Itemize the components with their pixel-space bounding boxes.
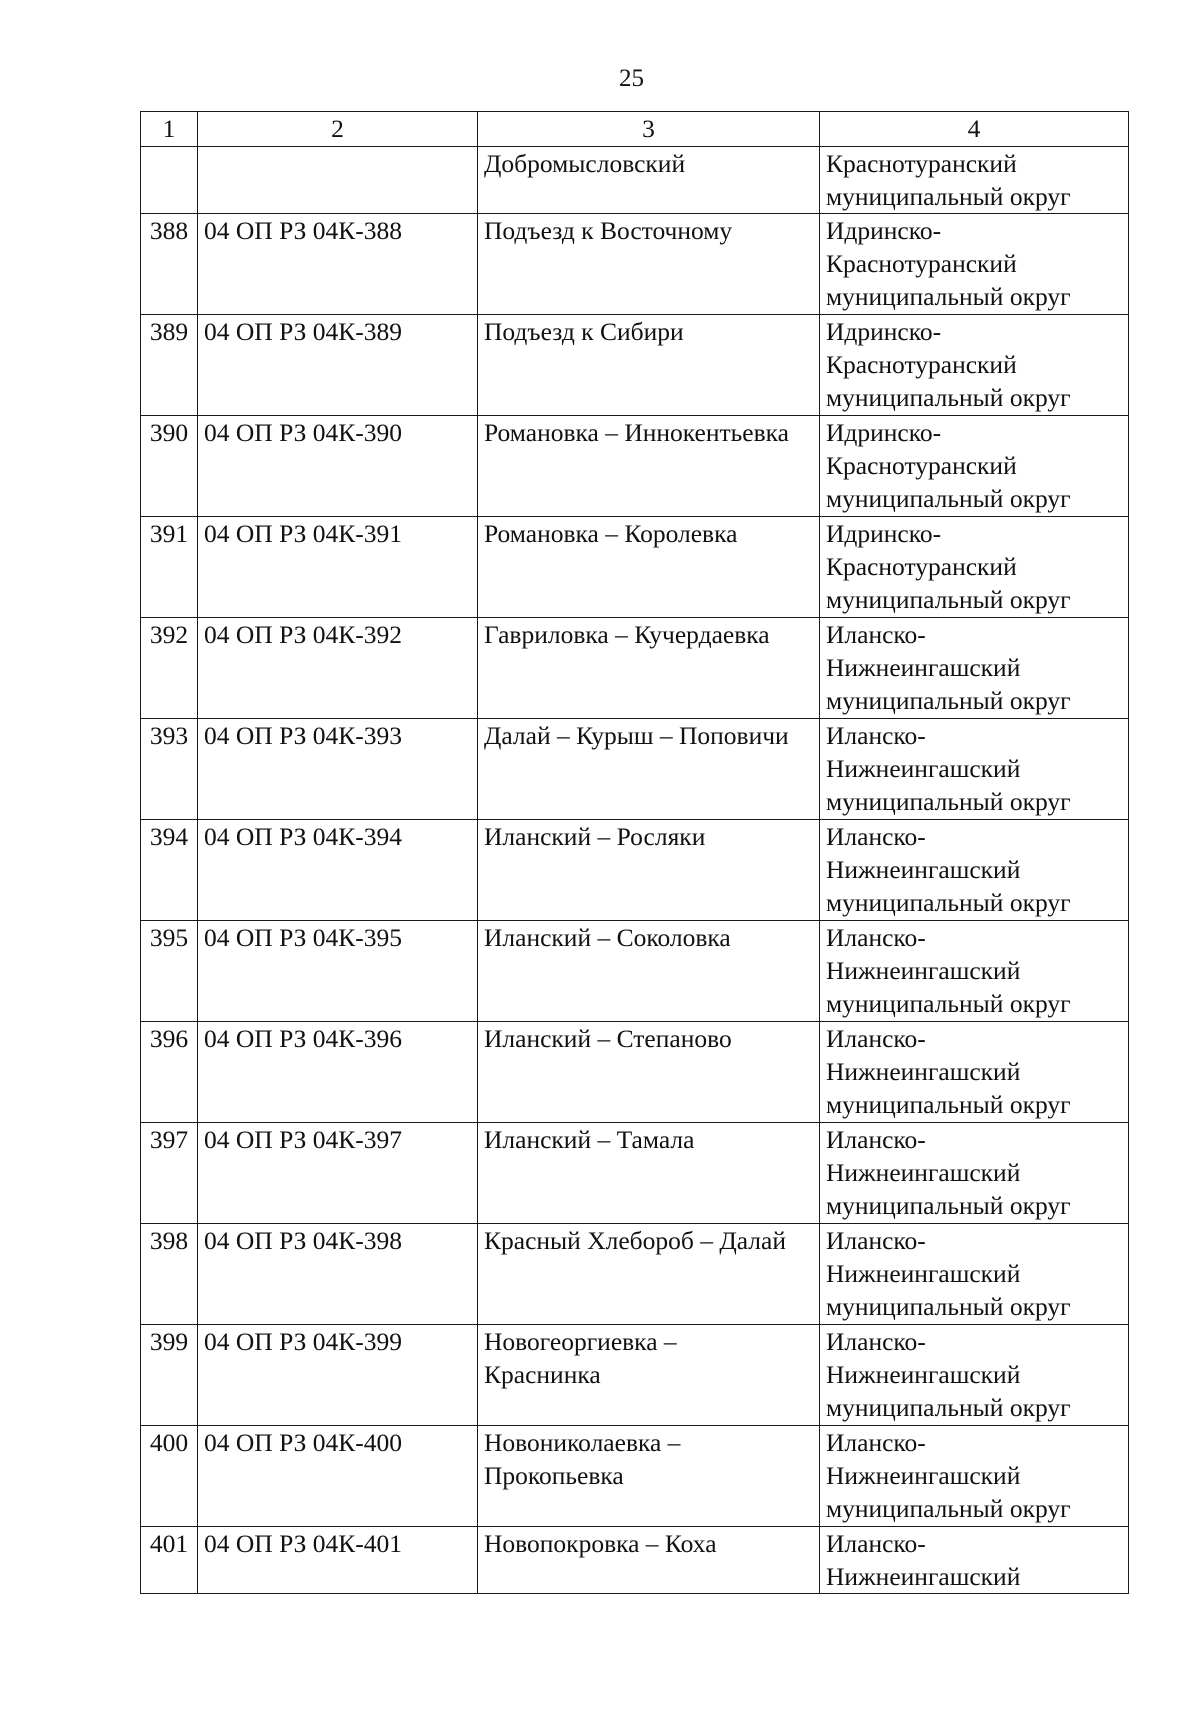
header-cell-2: 2 — [198, 112, 478, 147]
district-cell — [820, 1527, 1129, 1594]
district-line: Нижнеингашский — [826, 1562, 1021, 1591]
district-line: муниципальный округ — [826, 1393, 1071, 1422]
page-number: 25 — [619, 65, 644, 92]
district-line: Краснотуранский — [826, 552, 1017, 581]
table-row — [141, 1123, 1129, 1224]
district-line: Нижнеингашский — [826, 653, 1021, 682]
district-line: Нижнеингашский — [826, 956, 1021, 985]
district-cell — [820, 1022, 1129, 1123]
code-cell: 04 ОП РЗ 04К-400 — [198, 1426, 478, 1527]
district-cell — [820, 618, 1129, 719]
name-cell — [478, 416, 820, 517]
name-cell — [478, 820, 820, 921]
name-cell — [478, 147, 820, 214]
code-cell: 04 ОП РЗ 04К-398 — [198, 1224, 478, 1325]
number-cell: 388 — [141, 214, 198, 315]
name-line: Иланский – Степаново — [484, 1024, 732, 1053]
table-row — [141, 1224, 1129, 1325]
table-row-continuation — [141, 147, 1129, 214]
district-line: Краснотуранский — [826, 350, 1017, 379]
header-cell-3: 3 — [478, 112, 820, 147]
district-line: Идринско- — [826, 418, 942, 447]
name-line: Новониколаевка – — [484, 1428, 681, 1457]
name-cell — [478, 1325, 820, 1426]
district-line: Иланско- — [826, 1226, 926, 1255]
roads-table — [140, 111, 1129, 1594]
district-cell — [820, 719, 1129, 820]
district-line: Идринско- — [826, 216, 942, 245]
name-line: Подъезд к Восточному — [484, 216, 733, 245]
name-cell — [478, 1426, 820, 1527]
code-cell — [198, 147, 478, 214]
district-line: Иланско- — [826, 620, 926, 649]
district-line: муниципальный округ — [826, 1494, 1071, 1523]
code-cell: 04 ОП РЗ 04К-397 — [198, 1123, 478, 1224]
district-cell — [820, 1123, 1129, 1224]
table-row — [141, 416, 1129, 517]
number-cell: 395 — [141, 921, 198, 1022]
table-row — [141, 618, 1129, 719]
district-line: муниципальный округ — [826, 787, 1071, 816]
name-line: Иланский – Соколовка — [484, 923, 731, 952]
district-line: муниципальный округ — [826, 282, 1071, 311]
name-line: Гавриловка – Кучердаевка — [484, 620, 770, 649]
name-cell — [478, 1224, 820, 1325]
district-line: Иланско- — [826, 822, 926, 851]
code-cell: 04 ОП РЗ 04К-395 — [198, 921, 478, 1022]
number-cell: 400 — [141, 1426, 198, 1527]
name-cell — [478, 315, 820, 416]
district-cell — [820, 1224, 1129, 1325]
district-cell — [820, 416, 1129, 517]
name-line: Подъезд к Сибири — [484, 317, 684, 346]
table-row — [141, 1325, 1129, 1426]
name-line: Романовка – Иннокентьевка — [484, 418, 789, 447]
district-line: Иланско- — [826, 1428, 926, 1457]
table-body — [141, 147, 1129, 1594]
table-header-row — [141, 112, 1129, 147]
code-cell: 04 ОП РЗ 04К-401 — [198, 1527, 478, 1594]
district-line: муниципальный округ — [826, 585, 1071, 614]
table-row — [141, 921, 1129, 1022]
name-cell — [478, 1123, 820, 1224]
name-cell — [478, 1022, 820, 1123]
number-cell: 401 — [141, 1527, 198, 1594]
number-cell: 391 — [141, 517, 198, 618]
district-line: муниципальный округ — [826, 484, 1071, 513]
table-row — [141, 719, 1129, 820]
header-cell-1: 1 — [141, 112, 198, 147]
name-line: Далай – Курыш – Поповичи — [484, 721, 789, 750]
name-cell — [478, 719, 820, 820]
district-line: муниципальный округ — [826, 383, 1071, 412]
header-cell-4: 4 — [820, 112, 1129, 147]
code-cell: 04 ОП РЗ 04К-388 — [198, 214, 478, 315]
district-cell — [820, 921, 1129, 1022]
name-cell — [478, 517, 820, 618]
district-cell — [820, 147, 1129, 214]
district-line: Иланско- — [826, 1024, 926, 1053]
code-cell: 04 ОП РЗ 04К-391 — [198, 517, 478, 618]
district-line: Иланско- — [826, 923, 926, 952]
district-line: Нижнеингашский — [826, 1259, 1021, 1288]
code-cell: 04 ОП РЗ 04К-390 — [198, 416, 478, 517]
number-cell: 399 — [141, 1325, 198, 1426]
district-line: муниципальный округ — [826, 1292, 1071, 1321]
name-line: Новопокровка – Коха — [484, 1529, 717, 1558]
number-cell: 398 — [141, 1224, 198, 1325]
district-line: Иланско- — [826, 1529, 926, 1558]
table-row — [141, 315, 1129, 416]
district-line: Иланско- — [826, 721, 926, 750]
district-cell — [820, 1325, 1129, 1426]
code-cell: 04 ОП РЗ 04К-393 — [198, 719, 478, 820]
name-line: Добромысловский — [484, 149, 686, 178]
name-line: Прокопьевка — [484, 1461, 624, 1490]
name-line: Краснинка — [484, 1360, 601, 1389]
name-cell — [478, 618, 820, 719]
number-cell: 393 — [141, 719, 198, 820]
district-line: Идринско- — [826, 317, 942, 346]
code-cell: 04 ОП РЗ 04К-389 — [198, 315, 478, 416]
code-cell: 04 ОП РЗ 04К-392 — [198, 618, 478, 719]
number-cell: 394 — [141, 820, 198, 921]
district-line: Иланско- — [826, 1327, 926, 1356]
district-line: муниципальный округ — [826, 888, 1071, 917]
table-row — [141, 517, 1129, 618]
name-cell — [478, 1527, 820, 1594]
number-cell: 389 — [141, 315, 198, 416]
table-row — [141, 1022, 1129, 1123]
district-line: муниципальный округ — [826, 1191, 1071, 1220]
number-cell: 396 — [141, 1022, 198, 1123]
code-cell: 04 ОП РЗ 04К-396 — [198, 1022, 478, 1123]
table-row — [141, 1426, 1129, 1527]
district-line: Краснотуранский — [826, 451, 1017, 480]
district-line: Нижнеингашский — [826, 754, 1021, 783]
number-cell — [141, 147, 198, 214]
district-line: Нижнеингашский — [826, 1057, 1021, 1086]
name-cell — [478, 921, 820, 1022]
district-line: Иланско- — [826, 1125, 926, 1154]
name-line: Романовка – Королевка — [484, 519, 738, 548]
number-cell: 392 — [141, 618, 198, 719]
district-cell — [820, 1426, 1129, 1527]
table-row — [141, 1527, 1129, 1594]
district-line: муниципальный округ — [826, 182, 1071, 211]
name-line: Иланский – Тамала — [484, 1125, 695, 1154]
district-line: Нижнеингашский — [826, 1461, 1021, 1490]
name-cell — [478, 214, 820, 315]
district-cell — [820, 517, 1129, 618]
district-cell — [820, 214, 1129, 315]
district-line: муниципальный округ — [826, 989, 1071, 1018]
district-cell — [820, 820, 1129, 921]
district-line: Краснотуранский — [826, 149, 1017, 178]
table-row — [141, 214, 1129, 315]
number-cell: 397 — [141, 1123, 198, 1224]
district-line: муниципальный округ — [826, 686, 1071, 715]
name-line: Красный Хлебороб – Далай — [484, 1226, 786, 1255]
code-cell: 04 ОП РЗ 04К-394 — [198, 820, 478, 921]
district-line: Краснотуранский — [826, 249, 1017, 278]
district-line: Нижнеингашский — [826, 855, 1021, 884]
number-cell: 390 — [141, 416, 198, 517]
district-cell — [820, 315, 1129, 416]
district-line: Нижнеингашский — [826, 1360, 1021, 1389]
district-line: муниципальный округ — [826, 1090, 1071, 1119]
district-line: Нижнеингашский — [826, 1158, 1021, 1187]
code-cell: 04 ОП РЗ 04К-399 — [198, 1325, 478, 1426]
table-row — [141, 820, 1129, 921]
name-line: Иланский – Росляки — [484, 822, 706, 851]
district-line: Идринско- — [826, 519, 942, 548]
name-line: Новогеоргиевка – — [484, 1327, 677, 1356]
